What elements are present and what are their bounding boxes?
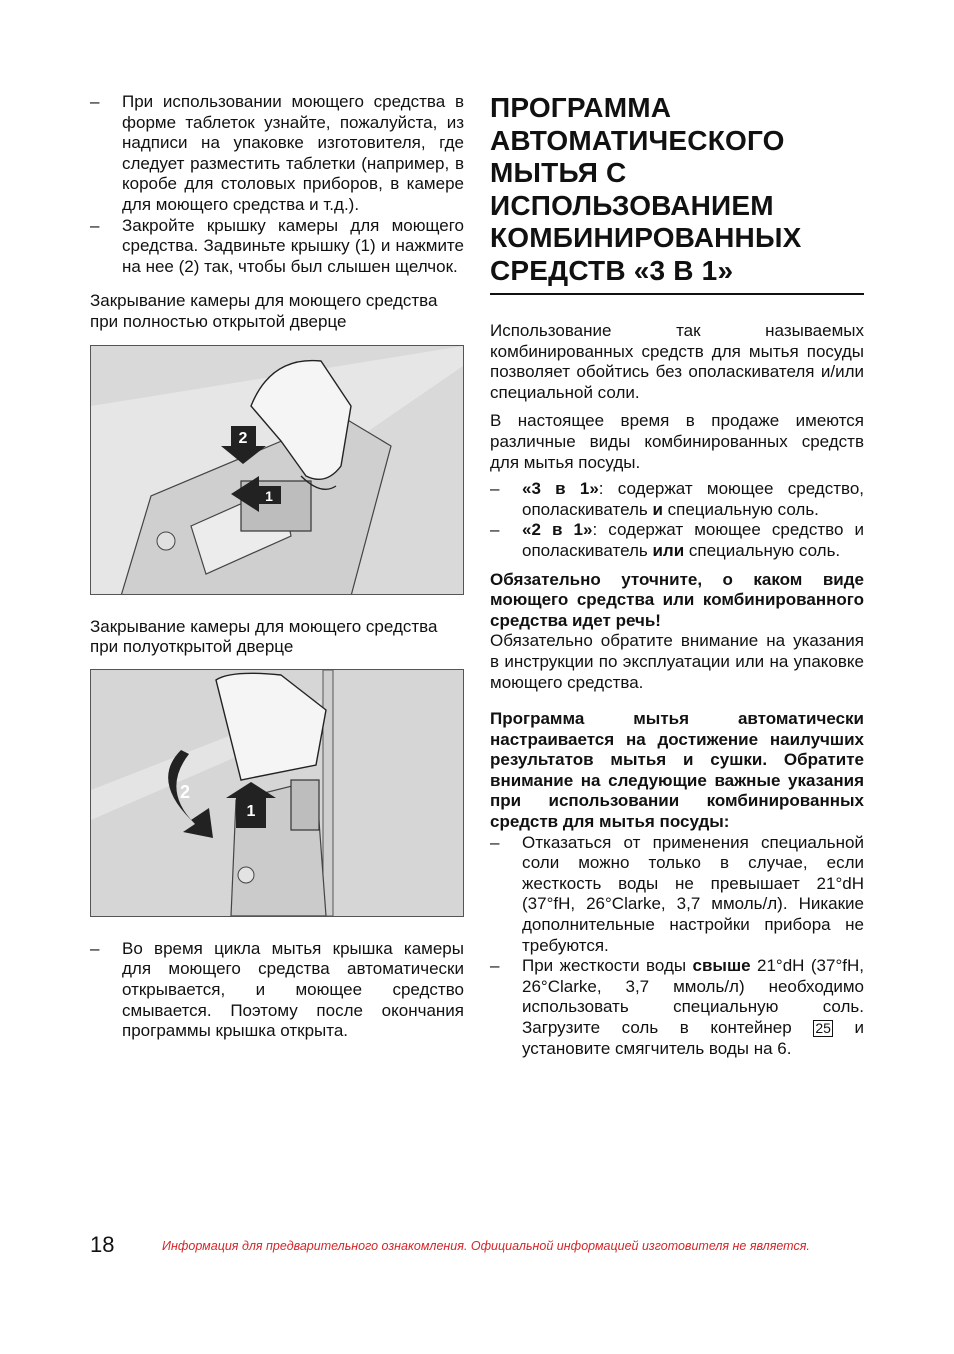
- list-item-text: При использовании моющего средства в форме таблеток узнайте, пожалуйста, из надписи на упаковке изготовителя, где следует разместить таблетки (например, в коробе для столовых приборов, в камере для моющего средства и т.д.).: [122, 92, 464, 214]
- list-item-text: При жесткости воды: [522, 956, 693, 976]
- list-item-text: : содержат моющее средство и ополаскиватель: [522, 520, 864, 560]
- list-item-text: : содержат моющее средство, ополаскиватель: [522, 479, 864, 519]
- list-item-text: Во время цикла мытья крышка камеры для моющего средства автоматически открывается, и моющее средство смывается. Поэтому после окончания программы крышка открыта.: [122, 938, 464, 1041]
- list-dash: –: [490, 956, 500, 976]
- page-number: 18: [90, 1232, 115, 1257]
- paragraph: В настоящее время в продаже имеются различные виды комбинированных средств для мытья посуды.: [490, 411, 864, 472]
- list-item-text: специальную соль.: [684, 540, 841, 560]
- list-dash: –: [90, 938, 100, 958]
- dishwasher-dispenser-drawing: [91, 670, 463, 916]
- list-item: [490, 833, 864, 957]
- list-dash: –: [490, 520, 500, 540]
- right-column: [490, 92, 864, 1059]
- emphasis: или: [652, 540, 685, 560]
- list-dash: –: [490, 479, 500, 499]
- list-dash: –: [90, 92, 100, 111]
- figure-label: 2: [238, 429, 248, 447]
- emphasis: и: [652, 499, 663, 519]
- list-item: [90, 92, 464, 216]
- paragraph: Использование так называемых комбинированных средств для мытья посуды позволяет обойтись без ополаскивателя и/или специальной соли.: [490, 321, 864, 402]
- list-item: [490, 479, 864, 520]
- figure-label: 1: [246, 802, 256, 820]
- illustration-full-open-door: [90, 345, 464, 595]
- product-type-label: «3 в 1»: [522, 479, 599, 499]
- emphasis: свыше: [692, 956, 751, 976]
- list-item: [90, 216, 464, 278]
- left-column: [90, 92, 464, 1042]
- list-dash: –: [90, 215, 100, 235]
- component-reference-badge: 25: [815, 1020, 831, 1036]
- program-notice: Программа мытья автоматически настраивается на достижение наилучших результатов мытья и сушки. Обратите внимание на следующие важные указания при использовании комбинированных средств для мытья посуды:: [490, 709, 864, 832]
- footer-disclaimer: Информация для предварительного ознакомления. Официальной информацией изготовителя не является.: [162, 1239, 810, 1253]
- list-item-text: и установите смягчитель воды на 6.: [522, 1018, 864, 1058]
- figure-caption-1: Закрывание камеры для моющего средства при полностью открытой дверце: [90, 291, 438, 331]
- figure-caption-2: Закрывание камеры для моющего средства при полуоткрытой дверце: [90, 616, 438, 657]
- paragraph: Обязательно обратите внимание на указания в инструкции по эксплуатации или на упаковке моющего средства.: [490, 631, 864, 692]
- dishwasher-dispenser-drawing: [91, 346, 463, 594]
- list-item-text: Закройте крышку камеры для моющего средства. Задвиньте крышку (1) и нажмите на нее (2) так, чтобы был слышен щелчок.: [122, 215, 464, 276]
- illustration-half-open-door: [90, 669, 464, 917]
- warning-bold: Обязательно уточните, о каком виде моющего средства или комбинированного средства идет речь!: [490, 569, 864, 630]
- list-dash: –: [490, 832, 500, 852]
- section-title: ПРОГРАММА АВТОМАТИЧЕСКОГО МЫТЬЯ С ИСПОЛЬЗОВАНИЕМ КОМБИНИРОВАННЫХ СРЕДСТВ «3 В 1»: [490, 92, 864, 295]
- list-item-text: 21°dH (37°fH, 26°Clarke, 3,7 ммоль/л) необходимо использовать специальную соль. Загрузите соль в контейнер: [522, 956, 864, 1037]
- list-item-text: специальную соль.: [662, 499, 819, 519]
- list-item-text: Отказаться от применения специальной соли можно только в случае, если жесткость воды не превышает 21°dH (37°fH, 26°Clarke, 3,7 ммоль/л). Никакие дополнительные настройки прибора не требуются.: [522, 832, 864, 955]
- figure-label: 2: [179, 781, 191, 802]
- list-item: [490, 956, 864, 1059]
- figure-label: 1: [265, 487, 273, 504]
- product-type-label: «2 в 1»: [522, 520, 593, 540]
- list-item: [90, 939, 464, 1042]
- list-item: [490, 520, 864, 561]
